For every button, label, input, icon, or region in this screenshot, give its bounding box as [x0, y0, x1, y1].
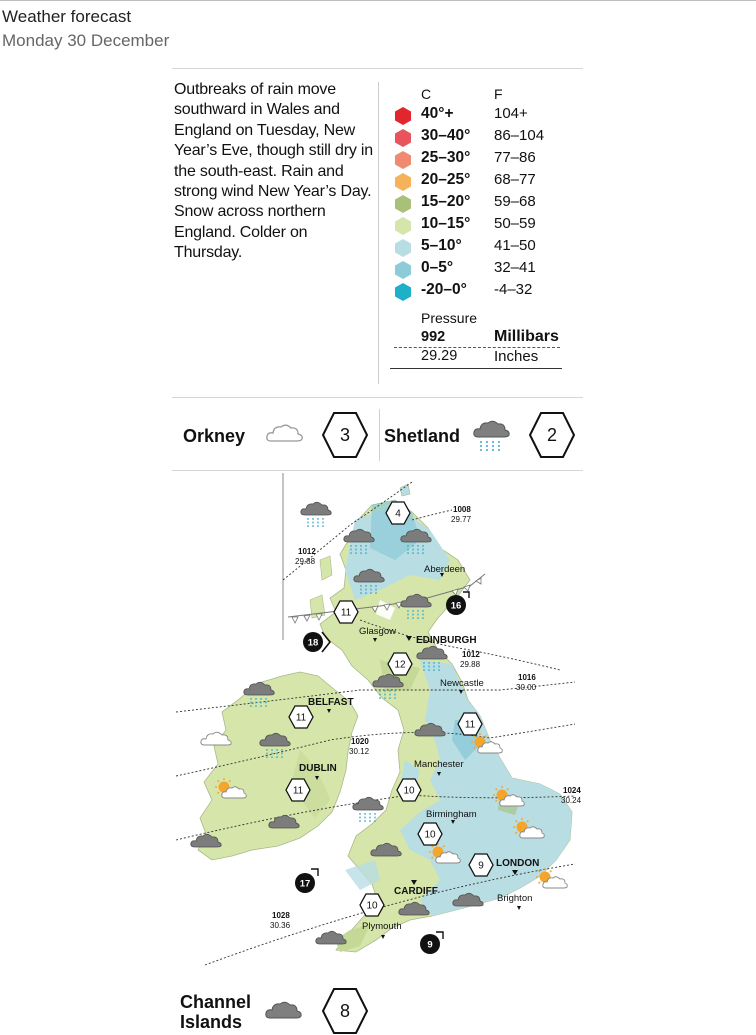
svg-text:9: 9 [427, 939, 433, 951]
wind-marker [420, 932, 443, 954]
pressure-inches-label: Inches [494, 348, 539, 365]
isobar-inches: 29.77 [451, 515, 472, 524]
legend-celsius: 20–25° [421, 171, 471, 188]
legend-celsius: 0–5° [421, 259, 454, 276]
isobar-mb: 1020 [351, 737, 369, 746]
temp-hexagon [388, 653, 412, 675]
svg-text:17: 17 [299, 878, 311, 890]
isobar-mb: 1028 [272, 911, 290, 920]
pressure-label: Pressure [421, 310, 478, 326]
isobar-inches: 29.88 [295, 557, 316, 566]
isobar-mb: 1016 [518, 673, 536, 682]
svg-text:10: 10 [424, 829, 436, 841]
legend-celsius: 10–15° [421, 215, 471, 232]
temp-hexagon [397, 779, 421, 801]
temp-hexagon [334, 601, 358, 623]
temp-hexagon [360, 894, 384, 916]
shetland-temp: 2 [546, 425, 558, 445]
page-date: Monday 30 December [2, 31, 170, 50]
pressure-inches-value: 29.29 [421, 348, 458, 364]
pressure-millibars-value: 992 [421, 329, 446, 345]
city-label-cardiff: CARDIFF [394, 886, 438, 897]
temp-hexagon [418, 823, 442, 845]
city-label-newcastle: Newcastle [440, 678, 484, 689]
isobar-inches: 29.88 [460, 660, 481, 669]
orkney-label: Orkney [183, 426, 246, 446]
legend-fahrenheit: 86–104 [494, 127, 545, 144]
city-label-birmingham: Birmingham [426, 809, 477, 820]
city-label-aberdeen: Aberdeen [424, 564, 466, 575]
legend-fahrenheit: 59–68 [494, 193, 536, 210]
temp-hexagon [386, 502, 410, 524]
pressure-millibars-label: Millibars [494, 328, 559, 345]
legend-fahrenheit: 41–50 [494, 237, 536, 254]
channel-islands-label: Channel Islands [180, 992, 252, 1032]
city-label-dublin: DUBLIN [299, 763, 337, 774]
legend-celsius: 30–40° [421, 127, 471, 144]
cloud-icon [316, 931, 346, 944]
isobar-mb: 1012 [298, 547, 316, 556]
svg-text:11: 11 [292, 785, 304, 797]
svg-text:10: 10 [403, 785, 415, 797]
wind-marker [295, 869, 318, 893]
temp-hexagon [458, 713, 482, 735]
svg-text:12: 12 [394, 659, 406, 671]
city-label-plymouth: Plymouth [362, 921, 402, 932]
channel-islands-temp-hexagon [322, 987, 368, 1035]
city-label-brighton: Brighton [497, 893, 533, 904]
city-label-london: LONDON [496, 858, 540, 869]
legend-celsius: 25–30° [421, 149, 471, 166]
isobar-mb: 1008 [453, 505, 471, 514]
svg-text:16: 16 [450, 600, 462, 612]
forecast-summary: Outbreaks of rain move southward in Wales and England on Tuesday, New Year’s Eve, though still dry in the south-east. Rain and strong wind New Year’s Day. Snow across northern England. Colder on Thursday. [174, 81, 373, 262]
legend-fahrenheit: 50–59 [494, 215, 536, 232]
svg-text:9: 9 [478, 860, 484, 872]
svg-text:10: 10 [366, 900, 378, 912]
svg-text:11: 11 [464, 719, 476, 731]
legend-celsius: 15–20° [421, 193, 471, 210]
rain-cloud-icon [301, 502, 331, 528]
svg-text:11: 11 [295, 712, 307, 724]
legend-celsius-header: C [421, 86, 432, 102]
orkney-temp: 3 [339, 425, 351, 445]
legend-fahrenheit: 32–41 [494, 259, 536, 276]
temp-hexagon [469, 854, 493, 876]
city-label-glasgow: Glasgow [359, 626, 396, 637]
legend-celsius: 5–10° [421, 237, 462, 254]
page-title: Weather forecast [2, 7, 132, 26]
legend-fahrenheit: -4–32 [494, 281, 533, 298]
isobar-inches: 30.12 [349, 747, 370, 756]
svg-text:18: 18 [307, 637, 319, 649]
legend-fahrenheit-header: F [494, 86, 503, 102]
svg-text:4: 4 [395, 508, 401, 520]
isobar-mb: 1024 [563, 786, 581, 795]
city-label-manchester: Manchester [414, 759, 464, 770]
cloud-icon [264, 998, 304, 1022]
city-label-belfast: BELFAST [308, 697, 354, 708]
isobar-mb: 1012 [462, 650, 480, 659]
isobar-inches: 30.36 [270, 921, 291, 930]
legend-celsius: -20–0° [421, 281, 467, 298]
temp-hexagon [286, 779, 310, 801]
isobar-inches: 30.24 [561, 796, 582, 805]
isobar-inches: 30.00 [516, 683, 537, 692]
legend-celsius: 40°+ [421, 105, 454, 122]
legend-fahrenheit: 68–77 [494, 171, 536, 188]
shetland-label: Shetland [384, 426, 461, 446]
temp-hexagon [289, 706, 313, 728]
legend-fahrenheit: 104+ [494, 105, 528, 122]
channel-islands-temp: 8 [339, 1001, 351, 1021]
city-label-edinburgh: EDINBURGH [416, 635, 477, 646]
svg-text:11: 11 [340, 607, 352, 619]
legend-fahrenheit: 77–86 [494, 149, 536, 166]
